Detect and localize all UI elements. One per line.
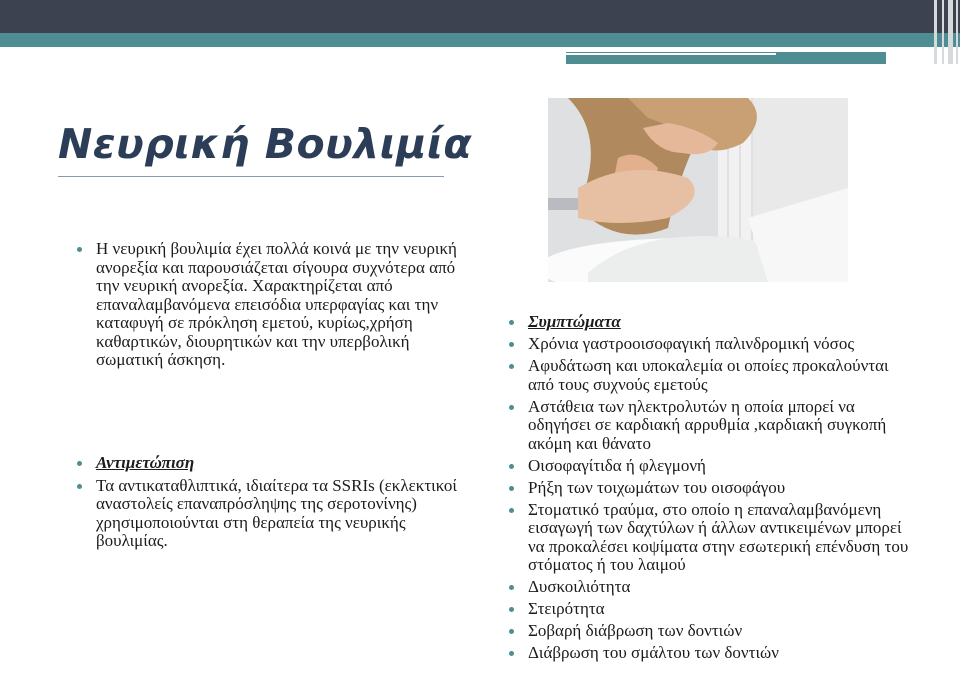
treatment-list bbox=[74, 454, 464, 555]
list-item: Αστάθεια των ηλεκτρολυτών η οποία μπορεί να οδηγήσει σε καρδιακή αρρυθμία ,καρδιακή συγκοπή ακόμη και θάνατο bbox=[506, 398, 916, 454]
title-underline bbox=[58, 176, 444, 177]
symptoms-heading: Συμπτώματα bbox=[506, 313, 916, 332]
page-title: Νευρική Βουλιμία bbox=[58, 120, 473, 168]
woman-vomiting-photo bbox=[548, 98, 848, 282]
list-item: Στοματικό τραύμα, στο οποίο η επαναλαμβανόμενη εισαγωγή των δαχτύλων ή άλλων αντικειμένων μπορεί να προκαλέσει κοψίματα στην εσωτερική επένδυση του στόματος ή του λαιμού bbox=[506, 501, 916, 575]
decorative-line bbox=[566, 53, 776, 55]
treatment-heading: Αντιμετώπιση bbox=[74, 454, 464, 473]
list-item: Οισοφαγίτιδα ή φλεγμονή bbox=[506, 457, 916, 476]
header-teal-band bbox=[0, 33, 960, 47]
symptoms-list bbox=[506, 313, 916, 666]
list-item: Σοβαρή διάβρωση των δοντιών bbox=[506, 622, 916, 641]
list-item: Διάβρωση του σμάλτου των δοντιών bbox=[506, 644, 916, 663]
list-item: Αφυδάτωση και υποκαλεμία οι οποίες προκαλούνται από τους συχνούς εμετούς bbox=[506, 357, 916, 394]
list-item: Ρήξη των τοιχωμάτων του οισοφάγου bbox=[506, 479, 916, 498]
treatment-text: Τα αντικαταθλιπτικά, ιδιαίτερα τα SSRIs (εκλεκτικοί αναστολείς επαναπρόσληψης της σεροτονίνης) χρησιμοποιούνται στη θεραπεία της νευρικής βουλιμίας. bbox=[74, 477, 464, 551]
intro-paragraph: Η νευρική βουλιμία έχει πολλά κοινά με την νευρική ανορεξία και παρουσιάζεται σίγουρα συχνότερα από την νευρική ανορεξία. Χαρακτηρίζεται από επαναλαμβανόμενα επεισόδια υπερφαγίας και την καταφυγή σε πρόκληση εμετού, κυρίως,χρήση καθαρτικών, διουρητικών και την υπερβολική σωματική άσκηση. bbox=[74, 240, 464, 370]
header-dark-band bbox=[0, 0, 960, 33]
list-item: Στειρότητα bbox=[506, 600, 916, 619]
intro-list bbox=[74, 240, 464, 370]
decorative-corner-bars bbox=[930, 0, 960, 64]
list-item: Δυσκοιλιότητα bbox=[506, 578, 916, 597]
decorative-line bbox=[566, 49, 886, 51]
list-item: Χρόνια γαστροοισοφαγική παλινδρομική νόσος bbox=[506, 335, 916, 354]
